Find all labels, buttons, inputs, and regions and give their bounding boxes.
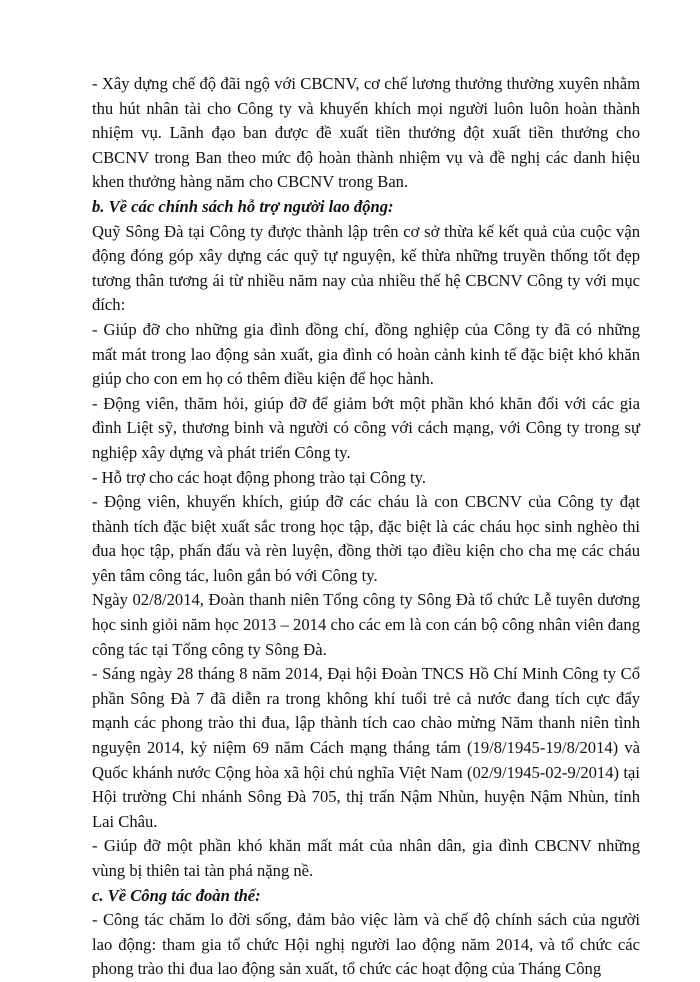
- paragraph-visit-martyr-families: - Động viên, thăm hỏi, giúp đỡ để giảm bớt một phần khó khăn đối với các gia đình Liệt sỹ, thương binh và người có công với cách mạng, với Công ty trong sự nghiệp xây dựng và phát triển Công ty.: [92, 393, 640, 462]
- paragraph-youth-congress: - Sáng ngày 28 tháng 8 năm 2014, Đại hội Đoàn TNCS Hồ Chí Minh Công ty Cổ phần Sông Đà 7 đã diễn ra trong không khí tuổi trẻ cả nước đang tích cực đẩy mạnh các phong trào thi đua, lập thành tích cao chào mừng Năm thanh niên tình nguyện 2014, kỷ niệm 69 năm Cách mạng tháng tám (19/8/1945-19/8/2014) và Quốc khánh nước Cộng hòa xã hội chủ nghĩa Việt Nam (02/9/1945-02-9/2014) tại Hội trường Chi nhánh Sông Đà 705, thị trấn Nậm Nhùn, huyện Nậm Nhùn, tỉnh Lai Châu.: [92, 664, 640, 831]
- paragraph-award-ceremony: Ngày 02/8/2014, Đoàn thanh niên Tổng công ty Sông Đà tổ chức Lễ tuyên dương học sinh giỏi năm học 2013 – 2014 cho các em là con cán bộ công nhân viên đang công tác tại Tổng công ty Sông Đà.: [92, 590, 640, 659]
- paragraph-disaster-support: - Giúp đỡ một phần khó khăn mất mát của nhân dân, gia đình CBCNV những vùng bị thiên tai tàn phá nặng nề.: [92, 836, 640, 880]
- section-heading-b: b. Về các chính sách hỗ trợ người lao động:: [92, 196, 394, 216]
- paragraph-encourage-children: - Động viên, khuyến khích, giúp đỡ các cháu là con CBCNV của Công ty đạt thành tích đặc biệt xuất sắc trong học tập, đặc biệt là các cháu học sinh nghèo thi đua học tập, phấn đấu và rèn luyện, đồng thời tạo điều kiện cho cha mẹ các cháu yên tâm công tác, luôn gắn bó với Công ty.: [92, 492, 640, 585]
- paragraph-help-families: - Giúp đỡ cho những gia đình đồng chí, đồng nghiệp của Công ty đã có những mất mát trong lao động sản xuất, gia đình có hoàn cảnh kinh tế đặc biệt khó khăn giúp cho con em họ có thêm điều kiện để học hành.: [92, 319, 640, 389]
- paragraph-support-activities: - Hỗ trợ cho các hoạt động phong trào tại Công ty.: [92, 467, 426, 487]
- paragraph-compensation-policy: - Xây dựng chế độ đãi ngộ với CBCNV, cơ chế lương thưởng thường xuyên nhằm thu hút nhân tài cho Công ty và khuyến khích mọi người luôn luôn hoàn thành nhiệm vụ. Lãnh đạo ban được đề xuất tiền thưởng đột xuất tiền thưởng cho CBCNV trong Ban theo mức độ hoàn thành nhiệm vụ và đề nghị các danh hiệu khen thưởng hàng năm cho CBCNV trong Ban.: [92, 74, 640, 192]
- section-heading-c: c. Về Công tác đoàn thể:: [92, 885, 261, 905]
- paragraph-song-da-fund: Quỹ Sông Đà tại Công ty được thành lập trên cơ sở thừa kế kết quả của cuộc vận động đóng góp xây dựng các quỹ tự nguyện, kế thừa những truyền thống tốt đẹp tương thân tương ái từ nhiều năm nay của nhiều thế hệ CBCNV Công ty với mục đích:: [92, 221, 640, 315]
- paragraph-union-work: - Công tác chăm lo đời sống, đảm bảo việc làm và chế độ chính sách của người lao động: tham gia tổ chức Hội nghị người lao động năm 2014, và tổ chức các phong trào thi đua lao động sản xuất, tổ chức các hoạt động của Tháng Công: [92, 910, 640, 979]
